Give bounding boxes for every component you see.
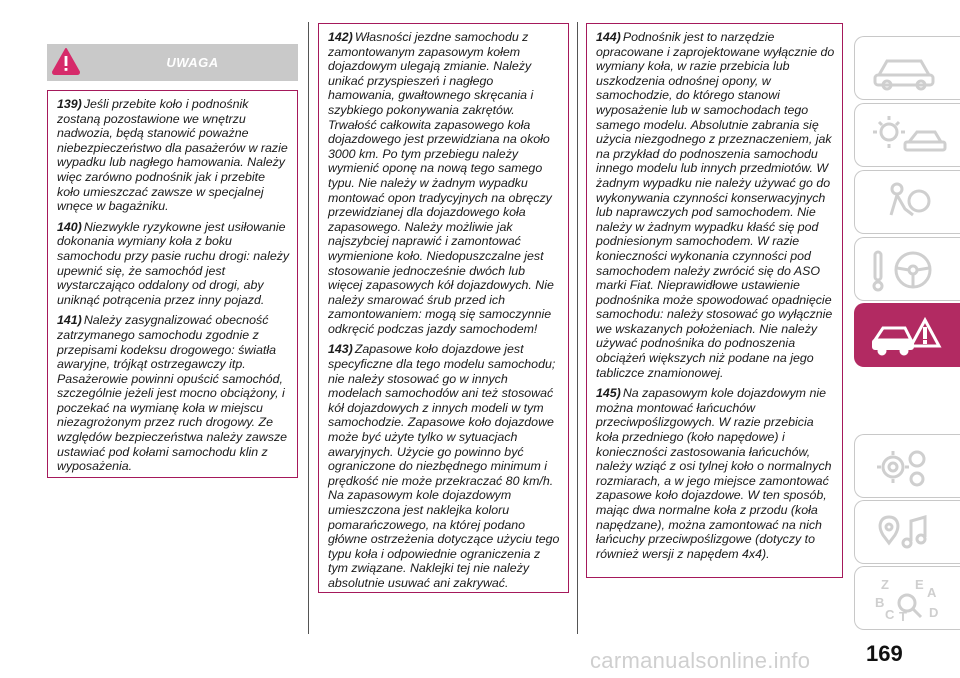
emergency-car-icon xyxy=(869,312,949,360)
index-letter-z: Z xyxy=(881,577,889,592)
index-letter-d: D xyxy=(929,605,939,620)
warning-box-column-3 xyxy=(586,23,843,578)
multimedia-icon xyxy=(869,509,949,557)
paragraph-144: 144) Podnośnik jest to narzędzie opracowane i zaprojektowane wyłącznie do wymiany koła, w razie przebicia lub uszkodzenia odnośnej opony, w samochodzie, do którego stanowi wyposażenie lub w samochodach tego samego modelu. Absolutnie zabrania się użycia niezgodnego z przeznaczeniem, jak na przykład do podnoszenia samochodu innego modelu lub innych przedmiotów. W żadnym wypadku nie należy używać go do wykonywania czynności konserwacyjnych lub naprawczych pod samochodem. Nie należy w żadnym wypadku kłaść się pod podniesionym samochodem. W razie konieczności wykonania czynności pod samochodem należy zwrócić się do ASO marki Fiat. Nieprawidłowe ustawienie podnośnika może spowodować opadnięcie samochodu: należy stosować go wyłącznie we wskazanych położeniach. Nie należy używać podnośnika do podnoszenia obciążeń większych niż podane na jego tabliczce znamionowej. xyxy=(596,30,835,380)
paragraph-141: 141) Należy zasygnalizować obecność zatrzymanego samochodu zgodnie z przepisami kodeksu drogowego: światła awaryjne, trójkąt ostrzegawczy itp. Pasażerowie powinni opuścić samochód, szczególnie jeżeli jest mocno obciążony, i poczekać na wymianę koła w miejscu niezagrożonym przez ruch drogowy. Ze względów bezpieczeństwa należy zawsze ustawiać pod kołami samochodu klin z wyposażenia. xyxy=(57,313,288,474)
index-letter-b: B xyxy=(875,595,885,610)
steering-key-icon xyxy=(869,246,949,294)
lights-icon xyxy=(869,112,949,160)
warning-header xyxy=(47,44,298,81)
warning-title: UWAGA xyxy=(166,55,219,70)
index-letter-t: T xyxy=(899,609,907,623)
sidebar-tab-index[interactable] xyxy=(854,566,960,630)
column-divider xyxy=(308,22,309,634)
car-dashboard-icon xyxy=(869,45,949,93)
sidebar-tab-safety[interactable] xyxy=(854,170,960,234)
paragraph-145: 145) Na zapasowym kole dojazdowym nie można montować łańcuchów przeciwpoślizgowych. W razie przebicia koła przedniego (koło napędowe) i konieczności zastosowania łańcuchów, należy wziąć z osi tylnej koło o normalnych rozmiarach, a w jego miejsce zamontować zapasowe koło dojazdowe. W ten sposób, mając dwa normalne koła z przodu (koła napędzane), można zamontować na nich łańcuchy przeciwpoślizgowe (dotyczy to również wersji z napędem 4x4). xyxy=(596,386,832,561)
index-letter-c: C xyxy=(885,607,895,622)
watermark: carmanualsonline.info xyxy=(590,648,811,673)
sidebar-tab-driving[interactable] xyxy=(854,237,960,301)
warning-box-column-2 xyxy=(318,23,569,593)
index-letters-icon xyxy=(869,575,949,623)
paragraph-139: 139) Jeśli przebite koło i podnośnik zostaną pozostawione we wnętrzu nadwozia, będą stanowić poważne niebezpieczeństwo dla pasażerów w razie wypadku lub nagłego hamowania. Należy więc zarówno podnośnik jak i przebite koło umieszczać zawsze w specjalnej wnęce w bagażniku. xyxy=(57,97,288,214)
sidebar-tab-lights[interactable] xyxy=(854,103,960,167)
airbag-safety-icon xyxy=(869,179,949,227)
maintenance-gears-icon xyxy=(869,443,949,491)
index-letter-e: E xyxy=(915,577,924,592)
paragraph-142: 142) Własności jezdne samochodu z zamontowanym zapasowym kołem dojazdowym ulegają zmianie. Należy unikać przyspieszeń i nagłego hamowania, gwałtownego skręcania i szybkiego pokonywania zakrętów. Trwałość całkowita zapasowego koła dojazdowego jest przewidziana na około 3000 km. Po tym przebiegu należy wymienić oponę na nową tego samego typu. Nie należy w żadnym wypadku montować opon tradycyjnych na obręczy przewidzianej dla dojazdowego koła zapasowego. Należy możliwie jak najszybciej naprawić i zamontować wymienione koło. Niedopuszczalne jest stosowanie jednocześnie dwóch lub więcej zapasowych kół dojazdowych. Nie należy smarować śrub przed ich zamontowaniem: mogą się samoczynnie odkręcić podczas jazdy samochodem! xyxy=(328,30,554,336)
sidebar-tab-maintenance[interactable] xyxy=(854,434,960,498)
sidebar-tab-multimedia[interactable] xyxy=(854,500,960,564)
paragraph-140: 140) Niezwykle ryzykowne jest usiłowanie dokonania wymiany koła z boku samochodu przy pasie ruchu drogi: należy upewnić się, że samochód jest wystarczająco oddalony od drogi, aby uniknąć potrącenia przez inny pojazd. xyxy=(57,219,290,307)
column-divider xyxy=(577,22,578,634)
sidebar-tab-dashboard[interactable] xyxy=(854,36,960,100)
index-letter-a: A xyxy=(927,585,937,600)
paragraph-143: 143) Zapasowe koło dojazdowe jest specyficzne dla tego modelu samochodu; nie należy stosować go w innych modelach samochodów ani też stosować kół dojazdowych z innych modeli w tym samochodzie. Zapasowe koło dojazdowe może być użyte tylko w sytuacjach awaryjnych. Użycie go powinno być ograniczone do niezbędnego minimum i prędkość nie może przekraczać 80 km/h. Na zapasowym kole dojazdowym umieszczona jest naklejka koloru pomarańczowego, na której podano główne ostrzeżenia dotyczące użyciu tego typu koła i odpowiednie ograniczenia z tym związane. Naklejki tej nie należy absolutnie usuwać ani zakrywać. xyxy=(328,342,560,590)
warning-box-column-1 xyxy=(47,90,298,478)
page-number: 169 xyxy=(866,641,903,666)
sidebar-tab-emergency[interactable] xyxy=(854,303,960,367)
